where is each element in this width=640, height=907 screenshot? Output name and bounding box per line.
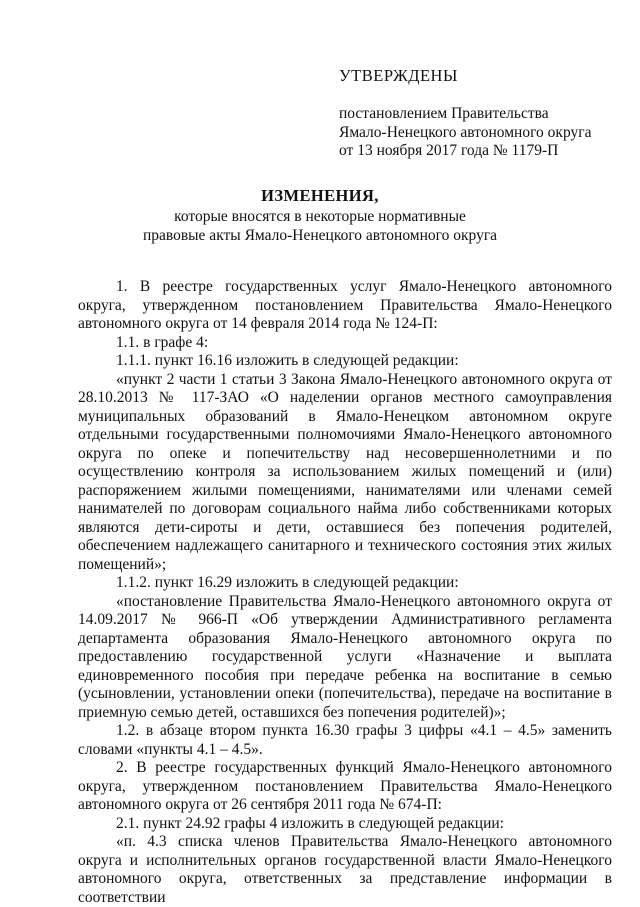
subtitle-line: которые вносятся в некоторые нормативные	[174, 208, 466, 225]
document-title: ИЗМЕНЕНИЯ,	[261, 186, 379, 205]
subtitle-line: правовые акты Ямало-Ненецкого автономного округа	[142, 226, 498, 244]
paragraph: 1. В реестре государственных услуг Ямало-Ненецкого автономного округа, утвержденном постановлением Правительства Ямало-Ненецкого автономного округа от 14 февраля 2014 года № 124-П:	[78, 278, 612, 332]
resolution-line: постановлением Правительства	[339, 105, 549, 122]
paragraph: «пункт 2 части 1 статьи 3 Закона Ямало-Ненецкого автономного округа от 28.10.2013 № 117-ЗАО «О наделении органов местного самоуправления муниципальных образований в Ямало-Ненецком автономном округе отдельными государственными полномочиями Ямало-Ненецкого автономного округа по опеке и попечительству над несовершеннолетними и по осуществлению контроля за использованием жилых помещений и (или) распоряжением жилыми помещениями, нанимателями или членами семей нанимателей по договорам социального найма либо собственниками которых являются дети-сироты и дети, оставшиеся без попечения родителей, обеспечением надлежащего санитарного и технического состояния этих жилых помещений»;	[78, 370, 612, 573]
approved-stamp: УТВЕРЖДЕНЫ	[339, 66, 458, 85]
resolution-reference	[339, 105, 619, 161]
document-body	[78, 278, 612, 907]
paragraph: 2.1. пункт 24.92 графы 4 изложить в следующей редакции:	[116, 814, 504, 832]
paragraph: «п. 4.3 списка членов Правительства Ямало-Ненецкого автономного округа и исполнительных органов государственной власти Ямало-Ненецкого автономного округа, ответственных за представление информации в соответствии	[78, 833, 612, 906]
resolution-line: Ямало-Ненецкого автономного округа	[339, 123, 592, 141]
paragraph: 2. В реестре государственных функций Ямало-Ненецкого автономного округа, утвержденном постановлением Правительства Ямало-Ненецкого автономного округа от 26 сентября 2011 года № 674-П:	[78, 759, 612, 813]
paragraph: 1.1. в графе 4:	[116, 333, 209, 351]
document-subtitle	[0, 208, 640, 245]
paragraph: 1.2. в абзаце втором пункта 16.30 графы 3 цифры «4.1 – 4.5» заменить словами «пункты 4.1 – 4.5».	[78, 722, 612, 758]
paragraph: 1.1.1. пункт 16.16 изложить в следующей редакции:	[116, 352, 459, 369]
paragraph: 1.1.2. пункт 16.29 изложить в следующей редакции:	[116, 574, 459, 591]
resolution-line: от 13 ноября 2017 года № 1179-П	[339, 142, 559, 159]
paragraph: «постановление Правительства Ямало-Ненецкого автономного округа от 14.09.2017 № 966-П «Об утверждении Административного регламента департамента образования Ямало-Ненецкого автономного округа по предоставлению государственной услуги «Назначение и выплата единовременного пособия при передаче ребенка на воспитание в семью (усыновлении, установлении опеки (попечительства), передаче на воспитание в приемную семью детей, оставшихся без попечения родителей)»;	[78, 592, 612, 721]
